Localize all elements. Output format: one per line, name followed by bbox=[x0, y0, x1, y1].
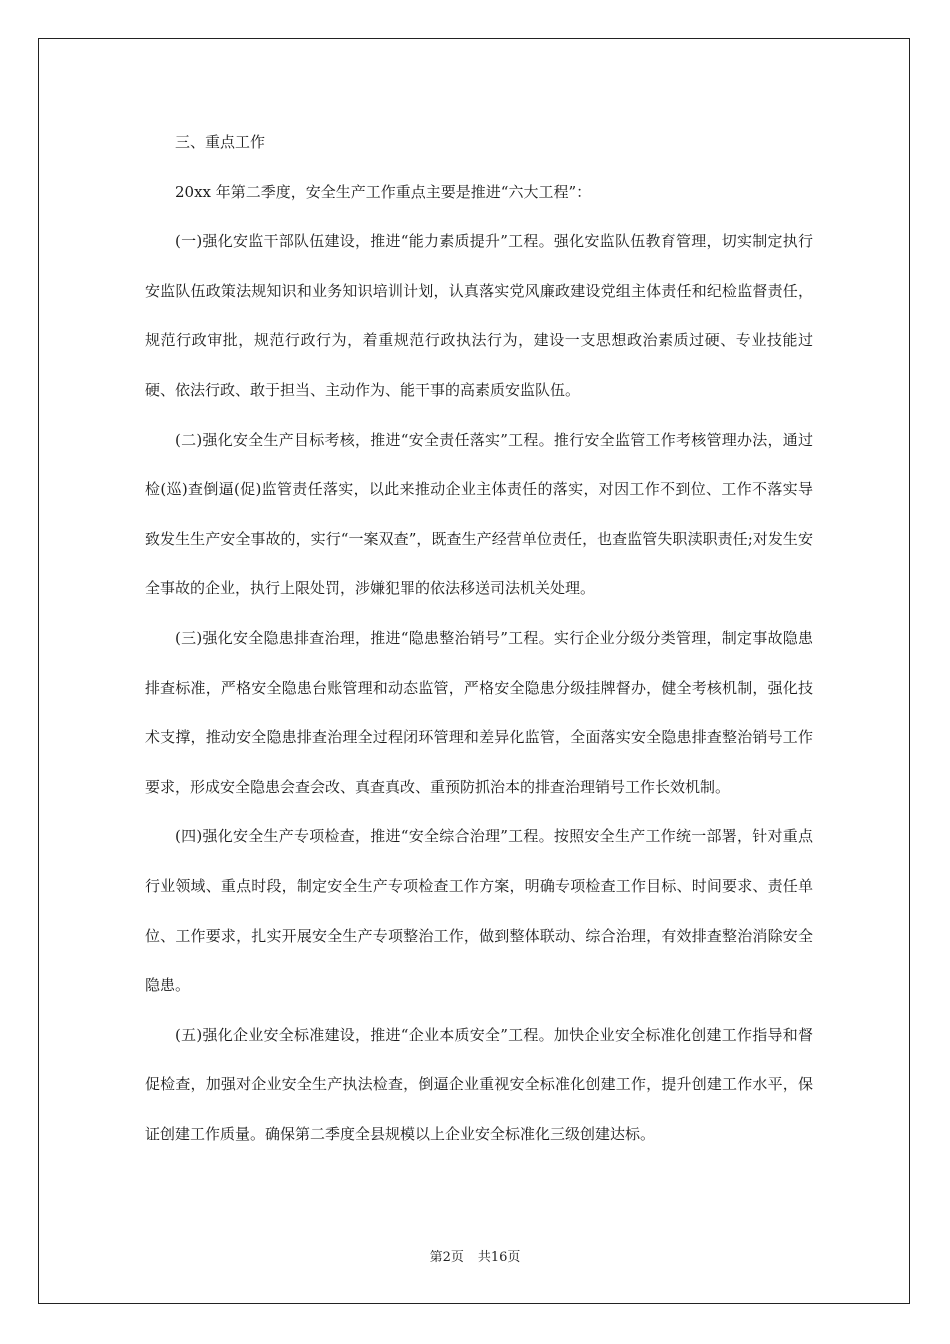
section-heading: 三、重点工作 bbox=[175, 133, 266, 151]
page-total: 共16页 bbox=[477, 1250, 521, 1265]
paragraph-3: (三)强化安全隐患排查治理，推进“隐患整治销号”工程。实行企业分级分类管理，制定事故隐患排查标准，严格安全隐患台账管理和动态监管，严格安全隐患分级挂牌督办，健全考核机制，强化技术支撑，推动安全隐患排查治理全过程闭环管理和差异化监管，全面落实安全隐患排查整治销号工作要求，形成安全隐患会查会改、真查真改、重预防抓治本的排查治理销号工作长效机制。 bbox=[145, 628, 813, 796]
paragraph-1: (一)强化安监干部队伍建设，推进“能力素质提升”工程。强化安监队伍教育管理，切实制定执行安监队伍政策法规知识和业务知识培训计划，认真落实党风廉政建设党组主体责任和纪检监督责任，规范行政审批，规范行政行为，着重规范行政执法行为，建设一支思想政治素质过硬、专业技能过硬、依法行政、敢于担当、主动作为、能干事的高素质安监队伍。 bbox=[145, 232, 813, 399]
paragraph-4: (四)强化安全生产专项检查，推进“安全综合治理”工程。按照安全生产工作统一部署，针对重点行业领域、重点时段，制定安全生产专项检查工作方案，明确专项检查工作目标、时间要求、责任单位、工作要求，扎实开展安全生产专项整治工作，做到整体联动、综合治理，有效排查整治消除安全隐患。 bbox=[145, 827, 813, 995]
page-footer bbox=[0, 1246, 950, 1265]
paragraph-5: (五)强化企业安全标准建设，推进“企业本质安全”工程。加快企业安全标准化创建工作指导和督促检查，加强对企业安全生产执法检查，倒逼企业重视安全标准化创建工作，提升创建工作水平，保证创建工作质量。确保第二季度全县规模以上企业安全标准化三级创建达标。 bbox=[145, 1025, 813, 1143]
document-body bbox=[145, 118, 813, 1159]
paragraph-2: (二)强化安全生产目标考核，推进“安全责任落实”工程。推行安全监管工作考核管理办法，通过检(巡)查倒逼(促)监管责任落实，以此来推动企业主体责任的落实，对因工作不到位、工作不落实导致发生生产安全事故的，实行“一案双查”，既查生产经营单位责任，也查监管失职渎职责任;对发生安全事故的企业，执行上限处罚，涉嫌犯罪的依法移送司法机关处理。 bbox=[145, 430, 813, 598]
page-number: 第2页 bbox=[429, 1250, 464, 1265]
intro-paragraph: 20xx 年第二季度，安全生产工作重点主要是推进“六大工程”： bbox=[175, 182, 592, 201]
